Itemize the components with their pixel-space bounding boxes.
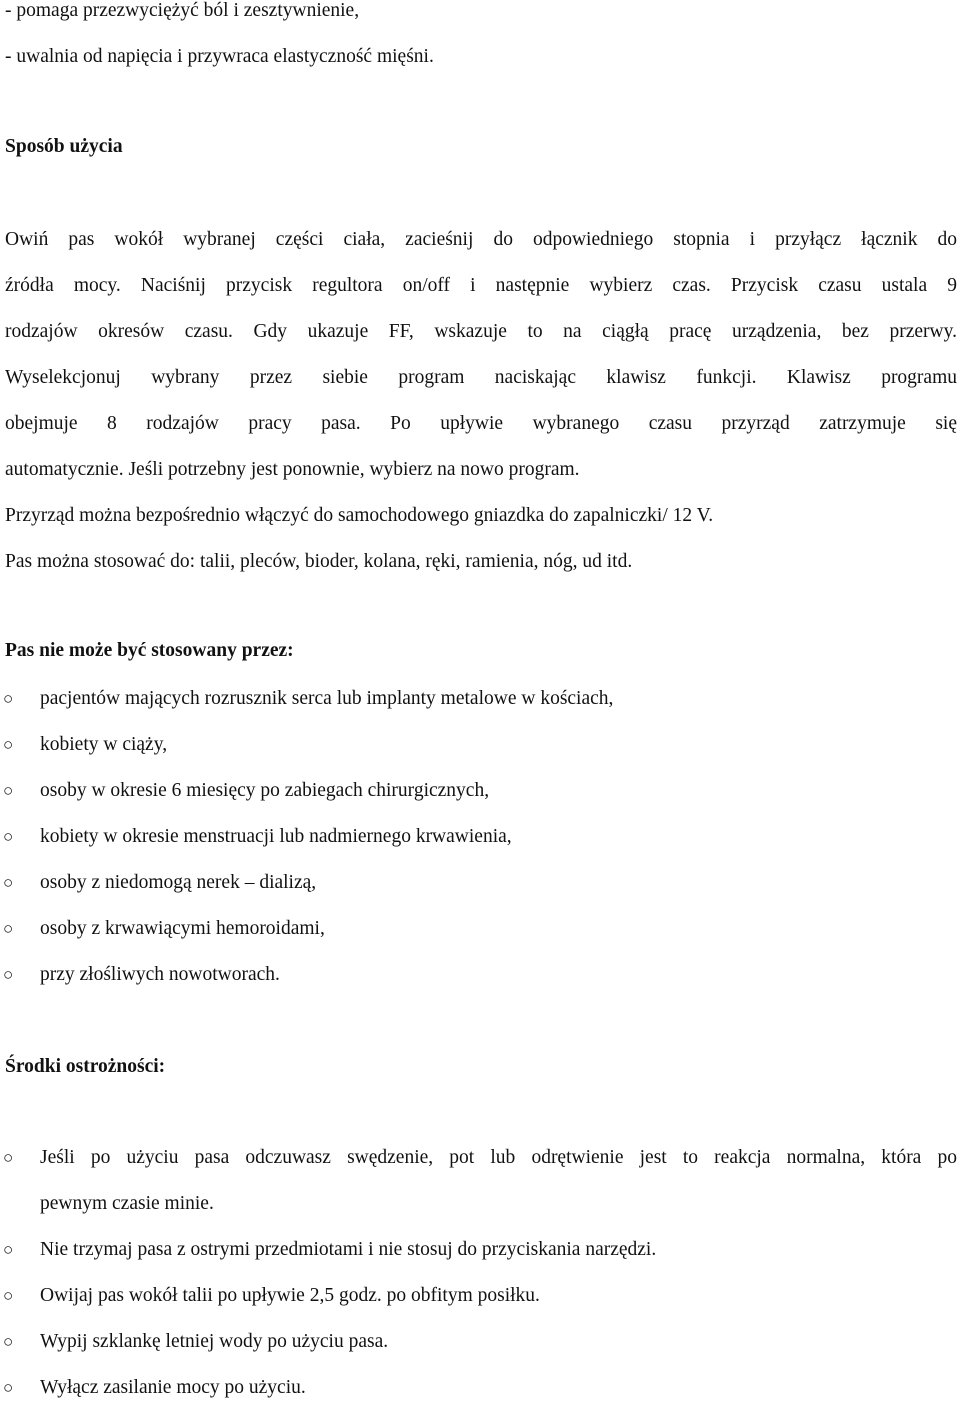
list-item-line: pewnym czasie minie. <box>40 1193 214 1214</box>
list-item-text: Wypij szklankę letniej wody po użyciu pasa. <box>40 1331 389 1352</box>
list-item-line: Jeśli po użyciu pasa odczuwasz swędzenie, pot lub odrętwienie jest to reakcja normalna, która po <box>40 1147 957 1168</box>
circle-bullet-icon: ○ <box>3 965 14 984</box>
circle-bullet-icon: ○ <box>3 1332 14 1351</box>
circle-bullet-icon: ○ <box>3 919 14 938</box>
usage-line: Wyselekcjonuj wybrany przez siebie program naciskając klawisz funkcji. Klawisz programu <box>5 367 957 388</box>
list-item-text: osoby w okresie 6 miesięcy po zabiegach chirurgicznych, <box>40 780 490 801</box>
circle-bullet-icon: ○ <box>3 1286 14 1305</box>
contraindications-list <box>0 676 960 998</box>
intro-line: - uwalnia od napięcia i przywraca elastyczność mięśni. <box>5 46 434 67</box>
circle-bullet-icon: ○ <box>3 1148 14 1167</box>
usage-line: rodzajów okresów czasu. Gdy ukazuje FF, wskazuje to na ciągłą pracę urządzenia, bez przerwy. <box>5 321 957 342</box>
intro-list <box>5 0 955 80</box>
circle-bullet-icon: ○ <box>3 689 14 708</box>
list-item <box>0 1135 960 1227</box>
usage-line: Przyrząd można bezpośrednio włączyć do samochodowego gniazdka do zapalniczki/ 12 V. <box>5 505 714 526</box>
circle-bullet-icon: ○ <box>3 1240 14 1259</box>
list-item <box>0 1365 960 1411</box>
list-item <box>0 722 960 768</box>
list-item <box>0 1227 960 1273</box>
usage-line: Pas można stosować do: talii, pleców, bioder, kolana, ręki, ramienia, nóg, ud itd. <box>5 551 633 572</box>
circle-bullet-icon: ○ <box>3 781 14 800</box>
list-item <box>0 676 960 722</box>
list-item <box>0 1319 960 1365</box>
list-item <box>0 952 960 998</box>
list-item-text: Owijaj pas wokół talii po upływie 2,5 godz. po obfitym posiłku. <box>40 1285 540 1306</box>
circle-bullet-icon: ○ <box>3 827 14 846</box>
usage-line: obejmuje 8 rodzajów pracy pasa. Po upływie wybranego czasu przyrząd zatrzymuje się <box>5 413 957 434</box>
list-item-text: osoby z niedomogą nerek – dializą, <box>40 872 317 893</box>
list-item <box>0 1273 960 1319</box>
list-item-text: przy złośliwych nowotworach. <box>40 964 280 985</box>
contraindications-heading: Pas nie może być stosowany przez: <box>5 640 294 661</box>
precautions-heading: Środki ostrożności: <box>5 1056 166 1077</box>
list-item-text: Wyłącz zasilanie mocy po użyciu. <box>40 1377 306 1398</box>
list-item-text: Nie trzymaj pasa z ostrymi przedmiotami i nie stosuj do przyciskania narzędzi. <box>40 1239 657 1260</box>
list-item-text: osoby z krwawiącymi hemoroidami, <box>40 918 325 939</box>
usage-heading: Sposób użycia <box>5 136 123 157</box>
usage-line: źródła mocy. Naciśnij przycisk regultora on/off i następnie wybierz czas. Przycisk czasu ustala 9 <box>5 275 957 296</box>
list-item <box>0 768 960 814</box>
list-item-text <box>40 1135 960 1227</box>
circle-bullet-icon: ○ <box>3 1378 14 1397</box>
list-item <box>0 814 960 860</box>
precautions-list <box>0 1135 960 1411</box>
list-item-text: kobiety w okresie menstruacji lub nadmiernego krwawienia, <box>40 826 512 847</box>
usage-line: automatycznie. Jeśli potrzebny jest ponownie, wybierz na nowo program. <box>5 459 580 480</box>
usage-paragraph <box>5 217 957 585</box>
list-item-text: pacjentów mających rozrusznik serca lub implanty metalowe w kościach, <box>40 688 614 709</box>
intro-line: - pomaga przezwyciężyć ból i zesztywnienie, <box>5 0 360 21</box>
list-item-text: kobiety w ciąży, <box>40 734 168 755</box>
usage-line: Owiń pas wokół wybranej części ciała, zacieśnij do odpowiedniego stopnia i przyłącz łącznik do <box>5 229 957 250</box>
list-item <box>0 860 960 906</box>
circle-bullet-icon: ○ <box>3 873 14 892</box>
circle-bullet-icon: ○ <box>3 735 14 754</box>
list-item <box>0 906 960 952</box>
